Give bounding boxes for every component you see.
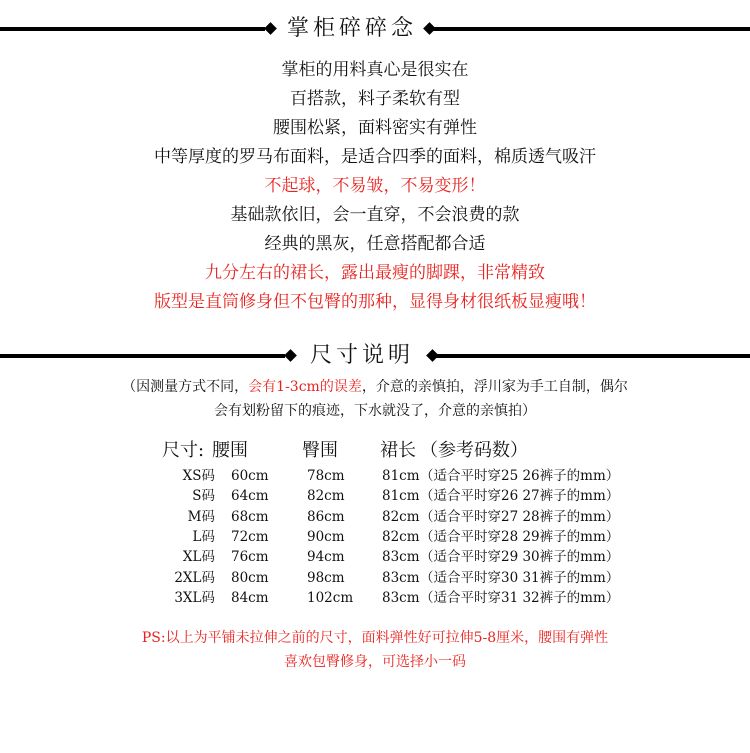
table-row (0, 568, 750, 588)
waist-value: 68cm (231, 508, 269, 525)
ref-value: （适合平时穿29 30裤子的mm） (420, 549, 620, 566)
note-error-margin: 会有1-3cm的误差 (248, 379, 362, 395)
ps-line-2: 喜欢包臀修身，可选择小一码 (284, 654, 466, 670)
size-label: M码 (187, 508, 215, 525)
waist-value: 60cm (231, 468, 269, 484)
size-label: XS码 (182, 468, 215, 484)
note-line-2: 会有划粉留下的痕迹，下水就没了，介意的亲慎拍） (214, 403, 536, 419)
note-suffix: ，介意的亲慎拍，浮川家为手工自制，偶尔 (361, 379, 628, 395)
length-value: 81cm (382, 488, 420, 505)
header-ref: （参考码数） (420, 440, 528, 461)
header-hip: 臀围 (302, 440, 338, 461)
table-row (0, 527, 750, 547)
section1-divider-left (0, 27, 265, 31)
size-label: S码 (192, 488, 215, 505)
length-value: 81cm (382, 468, 420, 484)
intro-line: 中等厚度的罗马布面料，是适合四季的面料，棉质透气吸汗 (154, 147, 596, 167)
waist-value: 84cm (231, 589, 269, 606)
hip-value: 102cm (307, 589, 354, 606)
intro-line: 基础款依旧，会一直穿，不会浪费的款 (230, 205, 520, 225)
section2-diamond-left (284, 349, 297, 362)
length-value: 83cm (382, 589, 420, 606)
table-row (0, 588, 750, 608)
section2-divider-left (0, 354, 285, 358)
section2-title: 尺寸说明 (310, 343, 415, 368)
length-value: 83cm (382, 549, 420, 566)
header-size: 尺寸: (162, 440, 205, 461)
size-label: L码 (192, 528, 215, 545)
table-row (0, 466, 750, 486)
hip-value: 94cm (307, 549, 345, 566)
intro-line: 百搭款，料子柔软有型 (290, 89, 460, 109)
ps-note (0, 626, 750, 674)
hip-value: 86cm (307, 508, 345, 525)
intro-line-highlight: 不起球，不易皱，不易变形！ (264, 176, 486, 196)
section2-divider-right (434, 354, 750, 358)
size-label: XL码 (182, 549, 215, 566)
ps-line-1: PS:以上为平铺未拉伸之前的尺寸，面料弹性好可拉伸5-8厘米，腰围有弹性 (141, 630, 609, 646)
ref-value: （适合平时穿27 28裤子的mm） (420, 508, 620, 525)
intro-line-highlight: 九分左右的裙长，露出最瘦的脚踝，非常精致 (205, 263, 545, 283)
waist-value: 80cm (231, 569, 269, 586)
hip-value: 78cm (307, 468, 345, 484)
note-prefix: （因测量方式不同， (122, 379, 249, 395)
section1-title: 掌柜碎碎念 (287, 16, 418, 41)
intro-text-block (0, 56, 750, 317)
measurement-note (0, 375, 750, 423)
header-waist: 腰围 (212, 440, 248, 461)
ref-value: （适合平时穿31 32裤子的mm） (420, 589, 620, 606)
length-value: 83cm (382, 569, 420, 586)
intro-line: 掌柜的用料真心是很实在 (281, 60, 469, 80)
waist-value: 64cm (231, 488, 269, 505)
intro-line-highlight: 版型是直筒修身但不包臀的那种，显得身材很纸板显瘦哦！ (154, 292, 596, 312)
waist-value: 72cm (231, 528, 269, 545)
table-row (0, 486, 750, 506)
intro-line: 腰围松紧，面料密实有弹性 (273, 118, 477, 138)
hip-value: 82cm (307, 488, 345, 505)
ref-value: （适合平时穿25 26裤子的mm） (420, 468, 620, 484)
hip-value: 98cm (307, 569, 345, 586)
length-value: 82cm (382, 528, 420, 545)
intro-line: 经典的黑灰，任意搭配都合适 (264, 234, 486, 254)
note-line-1 (0, 375, 750, 399)
size-label: 3XL码 (174, 589, 215, 606)
hip-value: 90cm (307, 528, 345, 545)
ref-value: （适合平时穿30 31裤子的mm） (420, 569, 620, 586)
ref-value: （适合平时穿28 29裤子的mm） (420, 528, 620, 545)
table-row (0, 547, 750, 567)
ref-value: （适合平时穿26 27裤子的mm） (420, 488, 620, 505)
header-length: 裙长 (380, 440, 416, 461)
section1-divider-right (432, 27, 750, 31)
waist-value: 76cm (231, 549, 269, 566)
table-row (0, 507, 750, 527)
section1-diamond-left (264, 22, 277, 35)
size-label: 2XL码 (174, 569, 215, 586)
length-value: 82cm (382, 508, 420, 525)
